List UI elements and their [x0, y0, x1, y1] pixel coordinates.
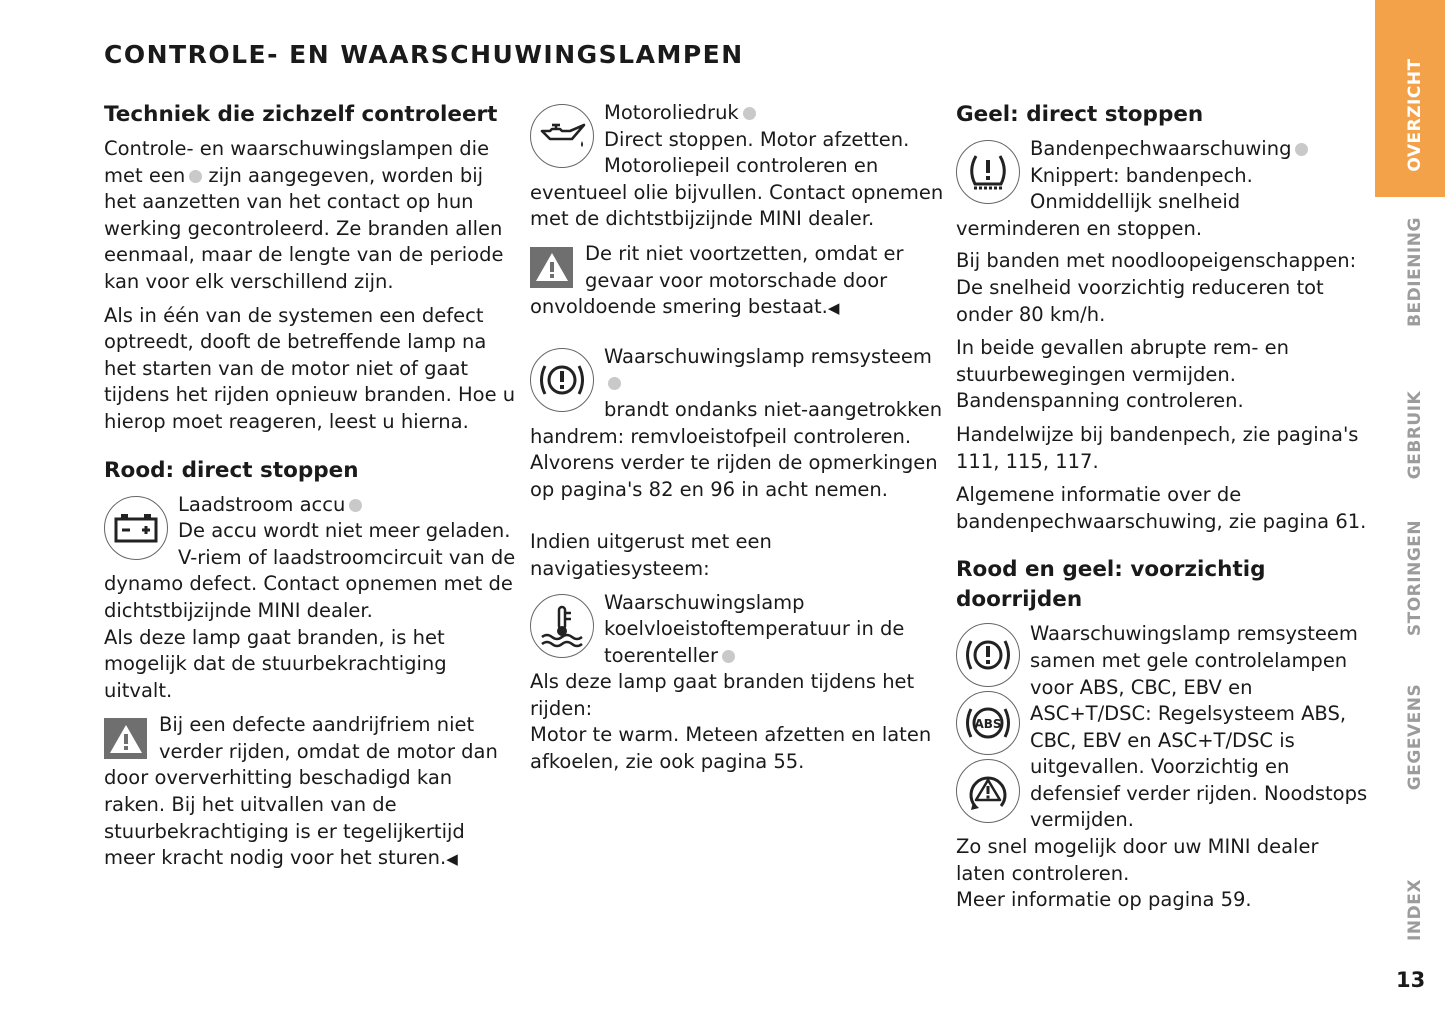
tab-gebruik[interactable]: GEBRUIK [1405, 390, 1425, 480]
oil-lamp-title: Motoroliedruk [604, 101, 739, 124]
self-test-dot-icon [608, 377, 621, 390]
procedure-paragraph: Handelwijze bij bandenpech, zie pagina's 111, 115, 117. [956, 422, 1359, 473]
column-3 [956, 100, 1368, 914]
intro-paragraph: Controle- en waarschuwingslampen die met een zijn aangegeven, worden bij het aanzetten van het contact op hun werking gecontroleerd. Ze branden allen eenmaal, maar de lengte van de periode kan voor elk verschillend zijn. [104, 137, 504, 293]
self-test-dot-icon [743, 107, 756, 120]
battery-icon [104, 496, 168, 560]
heading-red-yellow: Rood en geel: voorzichtig doorrijden [956, 557, 1266, 613]
warning-triangle-icon [104, 718, 147, 759]
belt-warning-note [104, 712, 516, 873]
page-title: CONTROLE- EN WAARSCHUWINGSLAMPEN [104, 40, 744, 69]
combo-lamp-text-2: Zo snel mogelijk door uw MINI dealer laten controleren. [956, 835, 1319, 885]
self-test-dot-icon [189, 170, 202, 183]
stability-control-icon [956, 759, 1020, 823]
tab-bediening[interactable]: BEDIENING [1405, 217, 1425, 327]
combo-icon-stack [956, 623, 1020, 827]
oil-pressure-block [530, 100, 944, 233]
warning-triangle-icon [530, 247, 573, 288]
battery-lamp-text-2: Als deze lamp gaat branden, is het mogelijk dat de stuurbekrachtiging uitvalt. [104, 625, 447, 702]
belt-warning-text: Bij een defecte aandrijfriem niet verder rijden, omdat de motor dan door oververhitting beschadigd kan raken. Bij het uitvallen van de stuurbekrachtiging is er tegelijkertijd meer kracht nodig voor het sturen. [104, 713, 498, 870]
self-test-dot-icon [349, 499, 362, 512]
tab-gegevens[interactable]: GEGEVENS [1405, 683, 1425, 791]
coolant-lamp-block [530, 590, 944, 776]
end-marker-icon: ◀ [827, 299, 840, 318]
column-1 [104, 100, 516, 873]
coolant-temperature-icon [530, 594, 594, 658]
abs-label: ABS [974, 717, 1002, 732]
abs-icon [956, 691, 1020, 755]
avoid-paragraph: In beide gevallen abrupte rem- en stuurbewegingen vermijden. Bandenspanning controleren. [956, 336, 1290, 413]
brake-lamp-text: brandt ondanks niet-aangetrokken handrem: remvloeistofpeil controleren. Alvorens verder te rijden de opmerkingen op pagina's 82 en 96 in acht nemen. [530, 397, 943, 501]
oil-warning-text: De rit niet voortzetten, omdat er gevaar voor motorschade door onvoldoende smering bestaat. [530, 241, 904, 319]
end-marker-icon: ◀ [446, 850, 458, 869]
column-2 [530, 100, 944, 776]
combo-lamp-text-3: Meer informatie op pagina 59. [956, 888, 1252, 912]
brake-lamp-block [530, 344, 944, 504]
self-test-dot-icon [1295, 143, 1308, 156]
oil-lamp-text: Direct stoppen. Motor afzetten. Motoroliepeil controleren en eventueel olie bijvullen. Contact opnemen met de dichtstbijzijnde MINI dealer. [530, 127, 944, 231]
heading-self-check: Techniek die zichzelf controleert [104, 102, 498, 127]
battery-lamp-text: De accu wordt niet meer geladen. V-riem of laadstroomcircuit van de dynamo defect. Contact opnemen met de dichtstbijzijnde MINI dealer. [104, 519, 516, 622]
heading-red-stop: Rood: direct stoppen [104, 457, 359, 483]
oil-warning-note [530, 241, 944, 322]
runflat-paragraph: Bij banden met noodloopeigenschappen: De snelheid voorzichtig reduceren tot onder 80 km/h. [956, 249, 1357, 326]
coolant-lamp-title: Waarschuwingslamp koelvloeistoftemperatuur in de toerenteller [604, 590, 905, 667]
brake-warning-icon [956, 623, 1020, 687]
general-info-paragraph: Algemene informatie over de bandenpechwaarschuwing, zie pagina 61. [956, 483, 1367, 533]
combo-lamp-text: Waarschuwingslamp remsysteem samen met gele controlelampen voor ABS, CBC, EBV en ASC+T/DSC: Regelsysteem ABS, CBC, EBV en ASC+T/DSC is uitgevallen. Voorzichtig en defensief verder rijden. Noodstops vermijden. [1030, 622, 1368, 832]
tab-storingen[interactable]: STORINGEN [1405, 519, 1425, 637]
tab-overzicht[interactable]: OVERZICHT [1405, 58, 1425, 172]
tire-pressure-icon [956, 140, 1020, 204]
brake-lamp-title: Waarschuwingslamp remsysteem [604, 344, 932, 368]
brake-warning-icon [530, 348, 594, 412]
section-sidebar [1375, 0, 1445, 1021]
heading-yellow-stop: Geel: direct stoppen [956, 102, 1204, 127]
tire-lamp-title: Bandenpechwaarschuwing [1030, 137, 1292, 160]
navigation-intro: Indien uitgerust met een navigatiesysteem: [530, 530, 772, 580]
tire-lamp-block [956, 136, 1368, 242]
battery-lamp-title: Laadstroom accu [178, 492, 346, 516]
page-number: 13 [1396, 968, 1426, 992]
coolant-lamp-text-2: Motor te warm. Meteen afzetten en laten afkoelen, zie ook pagina 55. [530, 723, 932, 774]
defect-paragraph: Als in één van de systemen een defect optreedt, dooft de betreffende lamp na het starten van de motor niet of gaat tijdens het rijden opnieuw branden. Hoe u hierop moet reageren, leest u hierna. [104, 303, 516, 433]
self-test-dot-icon [722, 650, 735, 663]
oil-can-icon [530, 104, 594, 168]
coolant-lamp-text: Als deze lamp gaat branden tijdens het rijden: [530, 670, 915, 720]
combo-lamp-block [956, 621, 1368, 914]
battery-lamp-block [104, 492, 516, 705]
tire-lamp-text: Knippert: bandenpech. Onmiddellijk snelheid verminderen en stoppen. [956, 163, 1253, 240]
tab-index[interactable]: INDEX [1405, 879, 1425, 941]
